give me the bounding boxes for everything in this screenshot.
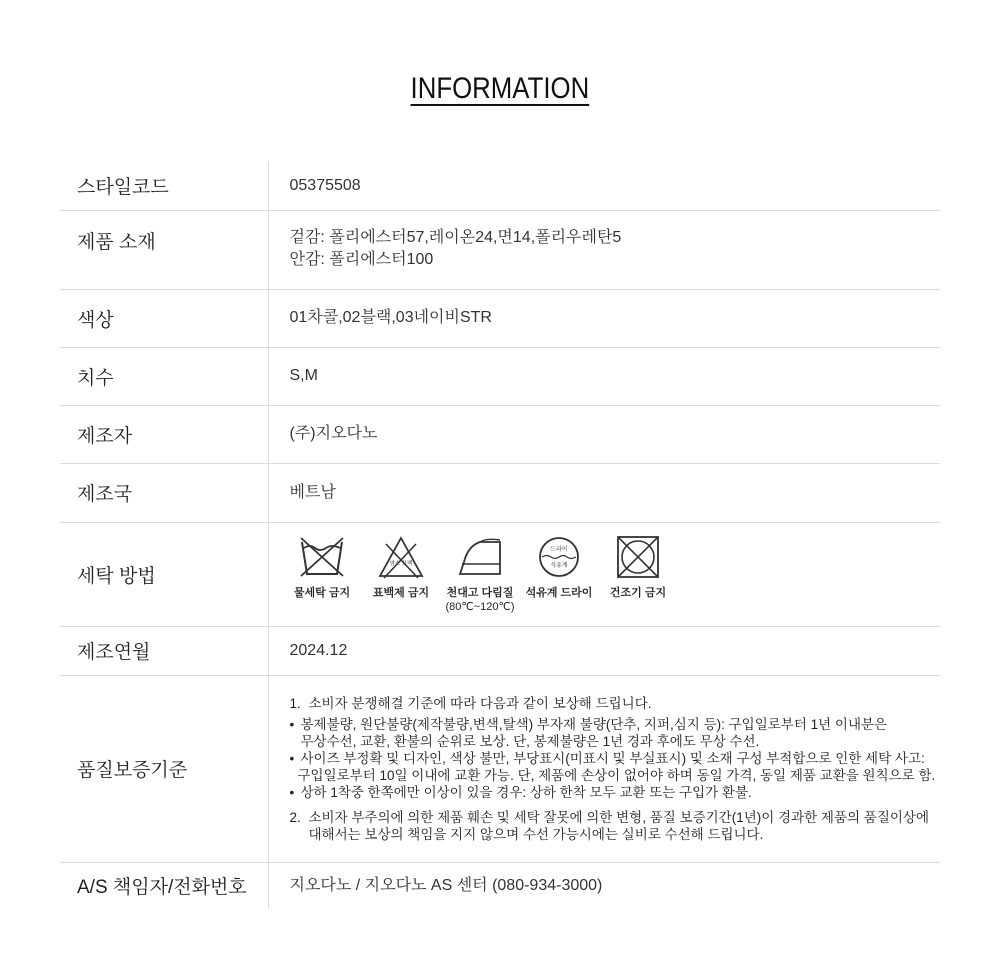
care-item-dry-clean [520,534,599,600]
color-label: 색상 [60,289,268,347]
row-maker [60,405,940,463]
care-label-no-bleach: 표백제 금지 [372,587,430,599]
maker-value: (주)지오다노 [268,405,940,463]
material-value [268,210,940,289]
as-label: A/S 책임자/전화번호 [60,862,268,909]
size-value: S,M [268,347,940,405]
care-label-iron: 천대고 다림질 [446,587,514,599]
product-info-table [60,162,940,909]
as-value: 지오다노 / 지오다노 AS 센터 (080-934-3000) [289,876,603,894]
row-style-code [60,162,940,210]
row-color [60,289,940,347]
quality-bullet-3a: 상하 1착중 한쪽에만 이상이 있을 경우: 상하 한착 모두 교환 또는 구입가 환불. [300,784,752,800]
color-value: 01차콜,02블랙,03네이비STR [268,289,940,347]
date-value: 2024.12 [268,626,940,675]
bullet-mark-3: • [289,784,295,800]
row-date [60,626,940,675]
quality-bullet-2b: 구입일로부터 10일 이내에 교환 가능. 단, 제품에 손상이 없어야 하며 동일 가격, 동일 제품 교환을 원칙으로 함. [297,767,936,783]
size-label: 치수 [60,347,268,405]
care-item-no-tumble-dry [599,534,678,600]
quality-bullet-1b: 무상수선, 교환, 환불의 순위로 보상. 단, 봉제불량은 1년 경과 후에도 무상 수선. [300,733,760,749]
quality-num-1: 1. [289,695,301,711]
material-outer: 겉감: 폴리에스터57,레이온24,면14,폴리우레탄5 [289,228,622,246]
material-label: 제품 소재 [60,210,268,289]
care-item-iron [441,534,520,614]
row-size [60,347,940,405]
care-label-no-water-wash: 물세탁 금지 [293,587,351,599]
maker-label: 제조자 [60,405,268,463]
care-item-no-bleach [362,534,441,600]
row-quality [60,675,940,862]
care-item-no-water-wash [283,534,362,600]
petroleum-dry-icon [535,534,583,580]
quality-item-2a: 소비자 부주의에 의한 제품 훼손 및 세탁 잘못에 의한 변형, 품질 보증기간(1년)이 경과한 제품의 품질이상에 [308,809,929,825]
page-title: INFORMATION [410,72,590,105]
bullet-mark-2: • [289,750,295,766]
iron-low-temp-icon [456,534,504,580]
washing-label: 세탁 방법 [60,522,268,626]
quality-bullet-1 [290,716,941,733]
title-wrap [0,72,1000,106]
care-label-no-tumble-dry: 건조기 금지 [609,587,667,599]
dry-inner-top: 드라이 [550,546,568,553]
washing-value [268,522,940,626]
care-label-dry-clean: 석유계 드라이 [525,587,593,599]
bleach-inner-text: 염소 표백 [389,561,413,567]
style-code-label: 스타일코드 [60,162,268,210]
material-lining: 안감: 폴리에스터100 [289,250,434,268]
row-washing [60,522,940,626]
country-value: 베트남 [268,463,940,522]
quality-item-2 [290,809,941,826]
no-tumble-dry-icon [614,534,662,580]
no-bleach-icon [377,534,425,580]
quality-bullet-2 [290,750,941,767]
bullet-mark-1: • [289,716,295,732]
quality-item-1-text: 소비자 분쟁해결 기준에 따라 다음과 같이 보상해 드립니다. [308,695,652,711]
quality-list [290,695,941,843]
quality-value [268,675,940,862]
quality-item-2b: 대해서는 보상의 책임을 지지 않으며 수선 가능시에는 실비로 수선해 드립니다. [308,826,764,842]
quality-bullet-2a: 사이즈 부정확 및 디자인, 색상 불만, 부당표시(미표시 및 부실표시) 및 소재 구성 부적합으로 인한 세탁 사고: [300,750,925,766]
care-symbols [283,534,941,614]
row-country [60,463,940,522]
row-as [60,862,940,909]
quality-item-1 [290,695,941,712]
country-label: 제조국 [60,463,268,522]
no-water-wash-icon [298,534,346,580]
care-sub-iron: (80℃~120℃) [445,601,515,613]
quality-bullet-1a: 봉제불량, 원단불량(제작불량,변색,탈색) 부자재 불량(단추, 지퍼,심지 등): 구입일로부터 1년 이내분은 [300,716,888,732]
row-material [60,210,940,289]
date-label: 제조연월 [60,626,268,675]
dry-inner-bottom: 석유계 [550,562,568,569]
quality-bullet-3 [290,784,941,801]
quality-num-2: 2. [289,809,301,825]
quality-label: 품질보증기준 [60,675,268,862]
style-code-value: 05375508 [268,162,940,210]
